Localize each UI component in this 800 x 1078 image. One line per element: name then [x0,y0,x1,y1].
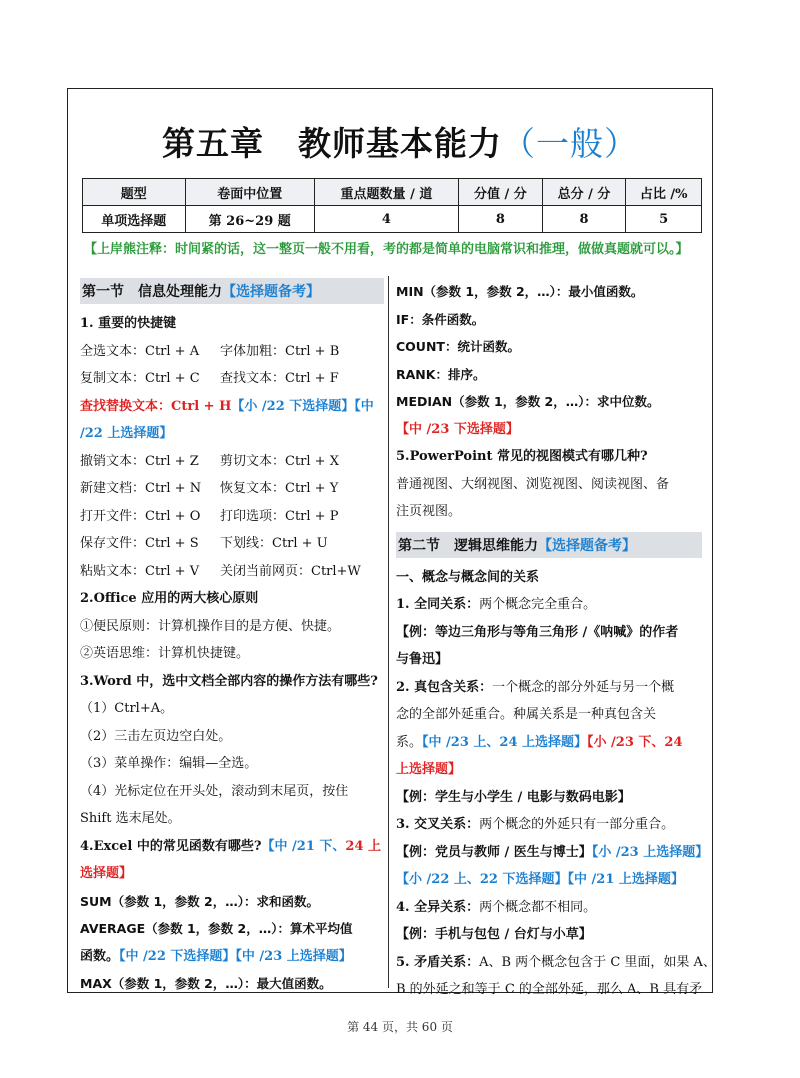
chapter-title-main: 第五章 教师基本能力 [162,124,502,163]
example-1: 【例：等边三角形与等角三角形 /《呐喊》的作者 [396,624,679,640]
shortcut-item: 撤销文本：Ctrl + Z [80,453,199,469]
shortcut-item: 打印选项：Ctrl + P [220,508,339,524]
shortcut-grid-a [80,338,384,393]
q3-item: （1）Ctrl+A。 [80,701,174,716]
relation-5-cont: B 的外延之和等于 C 的全部外延，那么 A、B 具有矛 [396,982,703,997]
example-3-text: 【例：党员与教师 / 医生与博士】 [396,844,592,860]
relation-2-tag-blue: 【中 /23 上、24 上选择题】 [422,734,588,750]
section-header-logic [396,532,702,558]
example-1-cont: 与鲁迅】 [396,652,449,667]
q3-item: （3）菜单操作：编辑—全选。 [80,756,258,771]
concept-subtitle: 一、概念与概念间的关系 [396,569,540,585]
relation-2-tail: 系。 [396,734,423,750]
q3-title: 3.Word 中，选中文档全部内容的操作方法有哪些? [80,673,378,689]
example-3-tag: 【小 /23 上选择题】 [591,844,709,860]
q5-answer-cont: 注页视图。 [396,504,462,519]
section-title: 第一节 信息处理能力 [82,284,222,300]
table-row [83,206,702,233]
func-rank: RANK：排序。 [396,366,486,382]
func-sum: SUM（参数 1，参数 2，…）：求和函数。 [80,893,319,909]
table-header: 总分 / 分 [542,179,626,206]
relation-5-text: A、B 两个概念包含于 C 里面，如果 A、 [479,954,716,970]
shortcut-item: 恢复文本：Ctrl + Y [220,481,339,496]
relation-1-label: 1. 全同关系： [396,597,480,612]
relation-2-label: 2. 真包含关系： [396,679,493,695]
q5-answer: 普通视图、大纲视图、浏览视图、阅读视图、备 [396,476,670,492]
shortcut-item: 保存文件：Ctrl + S [80,536,199,551]
chapter-title-paren: （一般） [502,124,638,163]
table-header: 重点题数量 / 道 [314,179,458,206]
table-header: 卷面中位置 [185,179,314,206]
shortcut-item: 全选文本：Ctrl + A [80,343,200,359]
func-max: MAX（参数 1，参数 2，…）：最大值函数。 [80,976,332,991]
func-median: MEDIAN（参数 1，参数 2，…）：求中位数。 [396,394,660,409]
shortcut-item: 下划线：Ctrl + U [220,536,328,551]
relation-3-text: 两个概念的外延只有一部分重合。 [479,817,675,832]
example-4: 【例：手机与包包 / 台灯与小草】 [396,927,592,942]
relation-5-label: 5. 矛盾关系： [396,954,480,970]
replace-text: 查找替换文本：Ctrl + H [80,398,232,414]
shortcut-item: 粘贴文本：Ctrl + V [80,563,200,579]
shortcut-item: 新建文档：Ctrl + N [80,481,202,496]
table-header: 占比 /% [626,179,702,206]
right-column [396,278,716,1004]
q5-title: 5.PowerPoint 常见的视图模式有哪几种? [396,449,648,464]
q4-title-line [80,833,384,861]
replace-tag-cont: /22 上选择题】 [80,426,173,441]
relation-2-tag-red-cont: 上选择题】 [396,762,462,777]
replace-shortcut [80,393,384,421]
table-cell: 4 [314,206,458,233]
table-header: 题型 [83,179,186,206]
exam-info-table [82,178,702,233]
shortcut-item: 查找文本：Ctrl + F [220,371,339,386]
q3-item: Shift 选末尾处。 [80,811,181,826]
section-title: 第二节 逻辑思维能力 [398,537,538,554]
chapter-title [0,118,800,165]
shortcut-item: 打开文件：Ctrl + O [80,508,201,524]
relation-1 [396,591,702,619]
relation-3 [396,811,702,839]
shortcut-item: 剪切文本：Ctrl + X [220,453,339,469]
table-cell: 5 [626,206,702,233]
q4-tag-red: 24 上 [345,838,382,854]
table-cell: 8 [542,206,626,233]
q2-item: ②英语思维：计算机快捷键。 [80,646,250,661]
column-divider [388,276,389,988]
q4-title: 4.Excel 中的常见函数有哪些? [80,838,262,854]
example-3-tag-cont: 【小 /22 上、22 下选择题】【中 /21 上选择题】 [396,872,684,887]
q1-title: 1. 重要的快捷键 [80,316,177,331]
median-tag: 【中 /23 下选择题】 [396,421,519,437]
relation-5 [396,949,716,977]
replace-tag: 【小 /22 下选择题】【中 [231,398,374,414]
table-cell: 8 [459,206,543,233]
shortcut-item: 关闭当前网页：Ctrl+W [220,563,361,579]
relation-2-tag-red: 【小 /23 下、24 [587,734,683,750]
section-tag: 【选择题备考】 [538,537,636,554]
shortcut-item: 复制文本：Ctrl + C [80,371,200,386]
page-number: 第 44 页，共 60 页 [347,1020,453,1034]
q4-tag-red-cont: 选择题】 [80,866,133,881]
func-average-tag: 【中 /22 下选择题】【中 /23 上选择题】 [119,948,352,964]
func-if: IF：条件函数。 [396,311,485,327]
left-column [80,278,384,998]
relation-4-text: 两个概念都不相同。 [479,899,597,915]
relation-4 [396,894,702,922]
example-2: 【例：学生与小学生 / 电影与数码电影】 [396,789,631,805]
table-cell: 单项选择题 [83,206,186,233]
func-min: MIN（参数 1，参数 2，…）：最小值函数。 [396,284,644,299]
q2-item: ①便民原则：计算机操作目的是方便、快捷。 [80,618,341,634]
relation-4-label: 4. 全异关系： [396,899,480,915]
section-header-info [80,278,384,304]
func-average-cont [80,943,384,971]
shortcut-grid-b [80,448,384,586]
shortcut-item: 字体加粗：Ctrl + B [220,343,340,359]
q4-tag-blue: 【中 /21 下、 [261,838,346,854]
q3-item: （4）光标定位在开头处，滚动到末尾页，按住 [80,783,349,799]
relation-2-tags [396,729,702,757]
relation-2-text: 一个概念的部分外延与另一个概 [492,679,675,695]
table-header: 分值 / 分 [459,179,543,206]
relation-3-label: 3. 交叉关系： [396,817,480,832]
table-cell: 第 26~29 题 [185,206,314,233]
func-average: AVERAGE（参数 1，参数 2，…）：算术平均值 [80,921,353,936]
q3-item: （2）三击左页边空白处。 [80,728,232,744]
table-header-row [83,179,702,206]
section-tag: 【选择题备考】 [222,284,320,300]
annotation-note: 【上岸熊注释：时间紧的话，这一整页一般不用看，考的都是简单的电脑常识和推理，做做真题就可以。】 [84,242,689,257]
q2-title: 2.Office 应用的两大核心原则 [80,591,259,606]
relation-2 [396,674,702,702]
relation-1-text: 两个概念完全重合。 [479,597,597,612]
func-count: COUNT：统计函数。 [396,339,520,354]
func-average-tail: 函数。 [80,948,120,964]
example-3 [396,839,709,867]
relation-2-cont: 念的全部外延重合。种属关系是一种真包含关 [396,707,657,722]
